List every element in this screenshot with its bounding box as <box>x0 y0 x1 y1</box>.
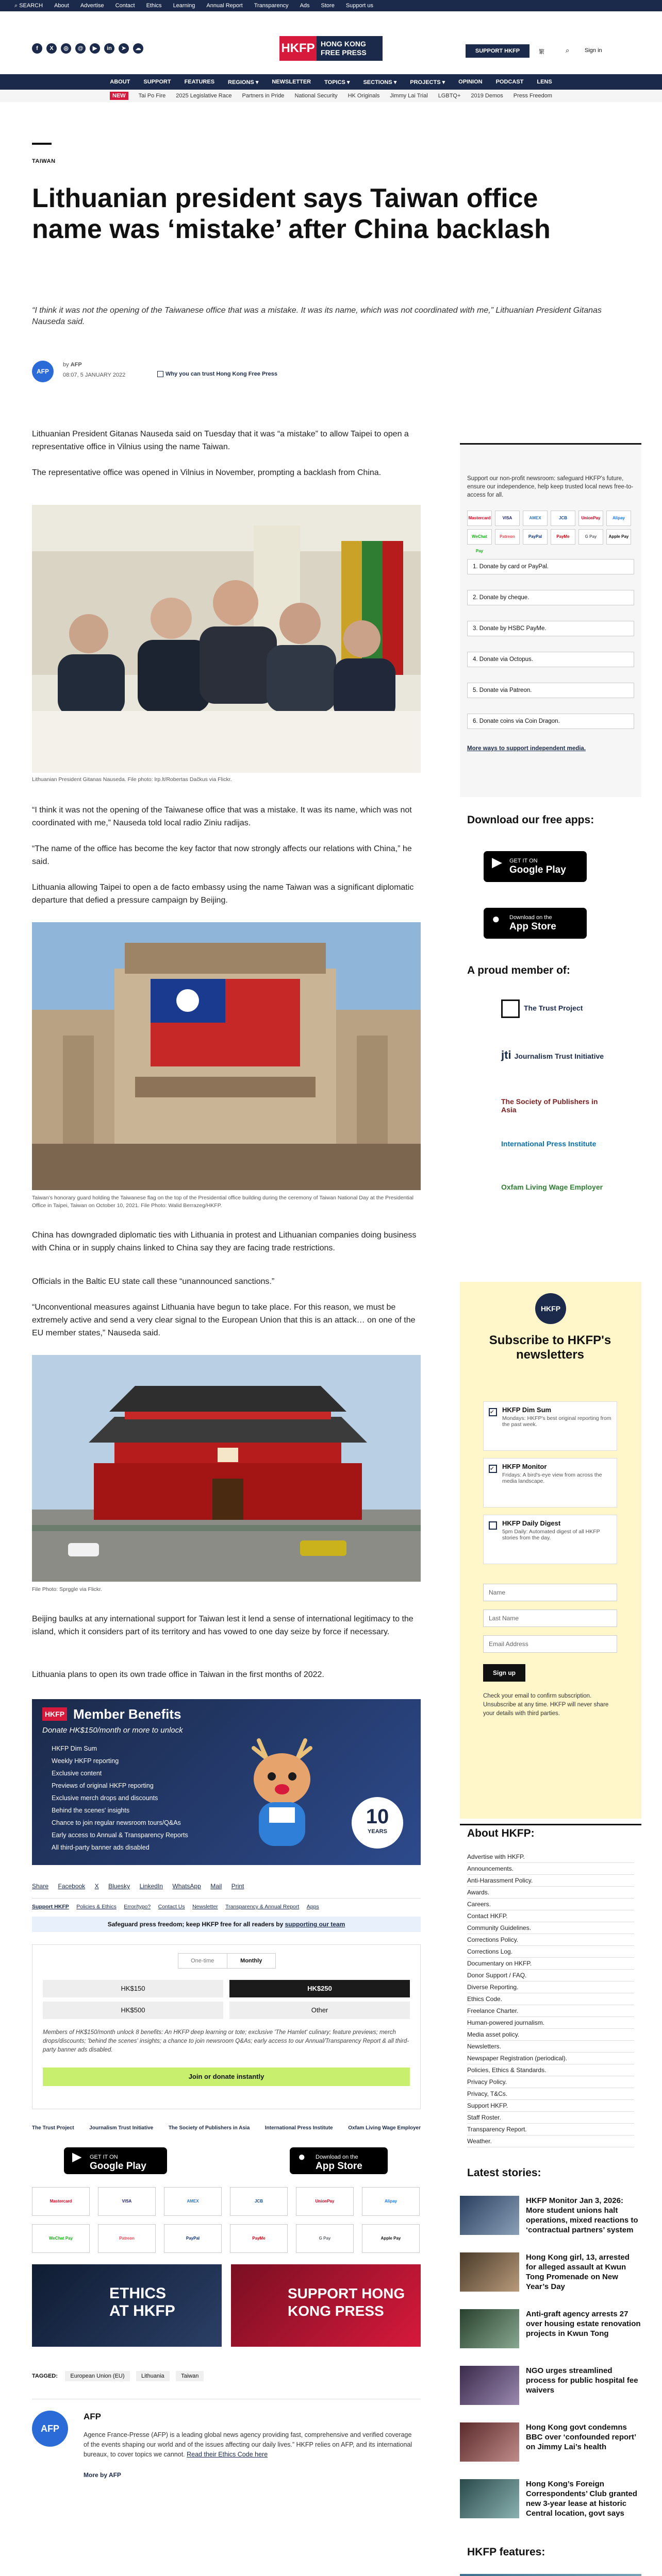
support-promo-line1: SUPPORT HONG <box>288 2285 405 2301</box>
benefit-item: Behind the scenes' insights <box>52 1807 130 1814</box>
share-row <box>32 1882 421 1891</box>
ipi-logo[interactable]: International Press Institute <box>264 2125 333 2131</box>
topbar-link-learning[interactable]: Learning <box>173 3 195 9</box>
trending-link[interactable]: 2019 Demos <box>471 93 503 99</box>
about-link[interactable]: Policies, Ethics & Standards. <box>467 2064 634 2076</box>
telegram-icon[interactable]: ➤ <box>119 43 129 54</box>
payment-card-icon: JCB <box>551 511 575 526</box>
google-play-button[interactable]: ▶ GET IT ON Google Play <box>64 2147 167 2174</box>
trending-topics-bar <box>0 90 662 102</box>
benefit-item: Weekly HKFP reporting <box>52 1757 119 1765</box>
benefit-item: Chance to join regular newsroom tours/Q&As <box>52 1819 181 1826</box>
about-link[interactable]: Donor Support / FAQ. <box>467 1970 634 1981</box>
story-thumbnail <box>460 2422 519 2462</box>
story-thumbnail <box>460 2252 519 2292</box>
byline: by AFP <box>63 362 82 368</box>
about-link[interactable]: Anti-Harassment Policy. <box>467 1875 634 1887</box>
trending-link[interactable]: HK Originals <box>347 93 380 99</box>
nav-projects[interactable]: PROJECTS ▾ <box>410 79 445 86</box>
apple-icon: ● <box>298 2150 306 2164</box>
latest-story[interactable] <box>460 2366 641 2407</box>
footer-link-newsletter[interactable]: Newsletter <box>192 1904 218 1910</box>
payment-card-icon: PayPal <box>523 529 548 545</box>
more-by-author-link[interactable]: More by AFP <box>84 2471 121 2479</box>
about-link[interactable]: Newsletters. <box>467 2041 634 2053</box>
newsletter-option-monitor[interactable]: ✔ HKFP Monitor Fridays: A bird's-eye view from across the media landscape. <box>483 1458 617 1507</box>
about-link[interactable]: Contact HKFP. <box>467 1910 634 1922</box>
article-paragraph: “The name of the office has become the key factor that now strongly affects our relations with China,” he said. <box>32 844 412 866</box>
topbar-link-advertise[interactable]: Advertise <box>80 3 104 9</box>
last-name-input[interactable]: Last Name <box>483 1609 617 1627</box>
trending-link[interactable]: LGBTQ+ <box>438 93 461 99</box>
benefit-item: Exclusive merch drops and discounts <box>52 1794 158 1802</box>
tag-link[interactable]: European Union (EU) <box>65 2371 129 2381</box>
share-facebook[interactable]: Facebook <box>58 1883 86 1890</box>
latest-story[interactable] <box>460 2252 641 2294</box>
feature-thumbnail <box>460 2574 641 2576</box>
payment-card-icon: PayMe <box>551 529 575 545</box>
latest-story[interactable] <box>460 2422 641 2464</box>
youtube-icon[interactable]: ▶ <box>90 43 100 54</box>
about-link[interactable]: Privacy Policy. <box>467 2076 634 2088</box>
footer-link-error[interactable]: Error/typo? <box>124 1904 151 1910</box>
chinese-language-link[interactable]: 繁 <box>539 49 544 55</box>
facebook-icon[interactable]: f <box>32 43 42 54</box>
jti-icon: jti <box>501 1048 511 1061</box>
nav-podcast[interactable]: PODCAST <box>495 79 524 85</box>
story-thumbnail <box>460 2479 519 2518</box>
topbar-link-transparency[interactable]: Transparency <box>254 3 289 9</box>
amount-option-selected[interactable]: HK$250 <box>229 1980 410 1997</box>
instagram-icon[interactable]: ◎ <box>61 43 71 54</box>
article-paragraph: Officials in the Baltic EU state call these “unannounced sanctions.” <box>32 1277 275 1286</box>
banner-benefit-list <box>42 1742 212 1854</box>
google-play-icon: ▶ <box>72 2150 82 2164</box>
article-paragraph: Lithuanian President Gitanas Nauseda said on Tuesday that it was “a mistake” to allow Taipei to open a representative office in Vilnius using the name Taiwan. <box>32 430 409 451</box>
about-link[interactable]: Ethics Code. <box>467 1993 634 2005</box>
newsletter-signup-button[interactable]: Sign up <box>483 1664 525 1682</box>
article-standfirst: “I think it was not the opening of the Taiwanese office that was a mistake. It was its name, which was not coordinated with me,” Lithuanian President Gitanas Nauseda said. <box>32 306 602 326</box>
linkedin-icon[interactable]: in <box>104 43 114 54</box>
apple-icon: ● <box>492 911 500 926</box>
footer-link-transparency[interactable]: Transparency & Annual Report <box>225 1904 300 1910</box>
share-x[interactable]: X <box>94 1883 99 1890</box>
article-paragraph: Lithuania allowing Taipei to open a de facto embassy using the name Taiwan was a significant diplomatic departure that defied a pressure campaign by Beijing. <box>32 883 414 905</box>
newsletter-option-dim-sum[interactable]: ✔ HKFP Dim Sum Mondays: HKFP's best original reporting from the past week. <box>483 1401 617 1451</box>
ethics-code-link[interactable]: Read their Ethics Code here <box>187 2451 268 2458</box>
nav-regions[interactable]: REGIONS ▾ <box>228 79 259 86</box>
about-link[interactable]: Announcements. <box>467 1863 634 1875</box>
tag-link[interactable]: Taiwan <box>176 2371 204 2381</box>
join-donate-button[interactable]: Join or donate instantly <box>43 2067 410 2086</box>
about-link-list <box>460 1851 641 2147</box>
about-link[interactable]: Advertise with HKFP. <box>467 1851 634 1863</box>
donate-option-cheque[interactable]: 2. Donate by cheque. <box>467 590 634 605</box>
article-paragraph: Lithuania plans to open its own trade office in Taiwan in the first months of 2022. <box>32 1670 324 1679</box>
benefit-item: Early access to Annual & Transparency Reports <box>52 1832 188 1839</box>
about-link[interactable]: Corrections Log. <box>467 1946 634 1958</box>
about-link[interactable]: Careers. <box>467 1899 634 1910</box>
reindeer-mascot-icon <box>238 1730 326 1854</box>
trending-link[interactable]: Press Freedom <box>513 93 552 99</box>
support-promo-line2: KONG PRESS <box>288 2303 384 2319</box>
checkbox-unchecked[interactable] <box>489 1521 497 1530</box>
latest-story[interactable] <box>460 2309 641 2350</box>
photo-caption: Taiwan’s honorary guard holding the Taiwanese flag on the top of the Presidential office building during the ceremony of Taiwan National Day at the Presidential Office in Taipei, Taiwan on October 10, 2021. File Photo: Walid Berrazeg/HKFP. <box>32 1195 413 1209</box>
nav-features[interactable]: FEATURES <box>184 79 215 85</box>
newsletter-note: Check your email to confirm subscription. Unsubscribe at any time. HKFP will never share your details with third parties. <box>483 1693 609 1717</box>
ipi-logo[interactable]: International Press Institute <box>501 1140 597 1148</box>
story-title: HKFP Monitor Jan 3, 2026: More student unions halt operations, mixed reactions to ‘contractual partners’ system <box>526 2196 638 2234</box>
trust-project-logo[interactable]: The Trust Project <box>32 2125 74 2131</box>
payment-card-icon: PayMe <box>230 2224 288 2253</box>
share-print[interactable]: Print <box>231 1883 244 1890</box>
benefit-item: All third-party banner ads disabled <box>52 1844 150 1851</box>
payment-card-icon: PayPal <box>164 2224 222 2253</box>
article-photo-nauseda <box>32 505 421 773</box>
share-bluesky[interactable]: Bluesky <box>108 1883 130 1890</box>
sidebar-google-play-button[interactable]: ▶ GET IT ON Google Play <box>484 851 587 882</box>
about-link[interactable]: Corrections Policy. <box>467 1934 634 1946</box>
author-avatar[interactable]: AFP <box>32 361 54 382</box>
trust-link[interactable]: Why you can trust Hong Kong Free Press <box>157 371 277 377</box>
category-rule <box>32 143 52 145</box>
story-thumbnail <box>460 2366 519 2405</box>
trending-link[interactable]: Partners in Pride <box>242 93 285 99</box>
benefit-item: Previews of original HKFP reporting <box>52 1782 154 1789</box>
site-header <box>0 11 662 74</box>
threads-icon[interactable]: @ <box>75 43 86 54</box>
donate-blurb: Support our non-profit newsroom: safeguard HKFP's future, ensure our independence, help keep trusted local news free-to-access for all. <box>467 476 634 498</box>
x-twitter-icon[interactable]: X <box>46 43 57 54</box>
top-utility-bar <box>0 0 662 11</box>
bluesky-icon[interactable]: ☁ <box>133 43 143 54</box>
author-box-name[interactable]: AFP <box>84 2412 101 2421</box>
tagged-label: TAGGED: <box>32 2373 58 2379</box>
donate-option-octopus[interactable]: 4. Donate via Octopus. <box>467 652 634 667</box>
payment-card-icon: AMEX <box>164 2187 222 2216</box>
donate-payment-icons <box>467 511 634 552</box>
about-link[interactable]: Newspaper Registration (periodical). <box>467 2053 634 2064</box>
search-link[interactable]: ⌕ SEARCH <box>14 2 43 9</box>
author-link[interactable]: AFP <box>70 362 82 368</box>
story-title: Hong Kong’s Foreign Correspondents’ Club granted new 3-year lease at historic Central location, govt says <box>526 2480 637 2518</box>
story-title: Hong Kong girl, 13, arrested for alleged assault at Kwun Tong Promenade on New Year’s Day <box>526 2253 630 2291</box>
payment-card-icon: Apple Pay <box>606 529 631 545</box>
story-title: Anti-graft agency arrests 27 over housing estate renovation projects in Kwun Tong <box>526 2310 641 2338</box>
payment-card-icon: WeChat Pay <box>467 529 492 545</box>
support-team-link[interactable]: supporting our team <box>285 1921 345 1928</box>
article-photo-taiwan-flag <box>32 922 421 1190</box>
payment-card-icon: G Pay <box>578 529 603 545</box>
nav-newsletter[interactable]: NEWSLETTER <box>272 79 311 85</box>
article-date: 08:07, 5 JANUARY 2022 <box>63 372 126 378</box>
photo-tiananmen-illustration <box>32 1355 421 1582</box>
latest-stories-heading: Latest stories: <box>467 2167 541 2179</box>
member-benefits-note: Members of HK$150/month unlock 8 benefits: An HKFP deep learning or tote; exclusive 'The Hamlet' culinary; feature previews; merch drops/discounts; 'behind the scenes' insights; a chance to join newsroom Q&As; early access to our Annual/Transparency Report & all third-party banner ads disabled. <box>43 2029 409 2053</box>
nav-about[interactable]: ABOUT <box>110 79 130 85</box>
apps-heading: Download our free apps: <box>467 814 594 826</box>
about-link[interactable]: Human-powered journalism. <box>467 2017 634 2029</box>
payment-card-icon: Mastercard <box>467 511 492 526</box>
oxfam-logo[interactable]: Oxfam Living Wage Employer <box>501 1183 603 1191</box>
article-category[interactable]: TAIWAN <box>32 158 56 164</box>
about-link[interactable]: Awards. <box>467 1887 634 1899</box>
about-hkfp-box <box>460 1824 641 2147</box>
member-benefits-banner[interactable] <box>32 1699 421 1865</box>
email-input[interactable]: Email Address <box>483 1635 617 1653</box>
tab-one-time[interactable]: One-time <box>191 1958 214 1964</box>
amount-option[interactable]: HK$500 <box>43 2002 223 2019</box>
checkbox-checked[interactable]: ✔ <box>489 1465 497 1473</box>
share-linkedin[interactable]: LinkedIn <box>139 1883 163 1890</box>
story-title: NGO urges streamlined process for public hospital fee waivers <box>526 2366 638 2395</box>
support-hkfp-button[interactable]: SUPPORT HKFP <box>466 44 529 58</box>
topbar-link-ads[interactable]: Ads <box>300 3 310 9</box>
payment-card-icon: JCB <box>230 2187 288 2216</box>
ten-years-badge: 10 YEARS <box>352 1797 403 1849</box>
checkbox-checked[interactable]: ✔ <box>489 1408 497 1416</box>
topbar-link-about[interactable]: About <box>54 3 69 9</box>
about-link[interactable]: Media asset policy. <box>467 2029 634 2041</box>
payment-card-icon: VISA <box>98 2187 156 2216</box>
about-link[interactable]: Transparency Report. <box>467 2124 634 2136</box>
story-thumbnail <box>460 2309 519 2348</box>
tab-monthly[interactable]: Monthly <box>227 1954 276 1968</box>
more-ways-link[interactable]: More ways to support independent media. <box>467 745 586 752</box>
payment-card-icon: Mastercard <box>32 2187 90 2216</box>
trending-link[interactable]: National Security <box>294 93 338 99</box>
trending-link[interactable]: 2025 Legislative Race <box>176 93 232 99</box>
nav-sections[interactable]: SECTIONS ▾ <box>363 79 397 86</box>
ethics-promo-line1: ETHICS <box>109 2285 167 2302</box>
benefit-item: HKFP Dim Sum <box>52 1745 97 1752</box>
latest-story[interactable] <box>460 2479 641 2520</box>
header-search-icon[interactable]: ⌕ <box>566 46 570 54</box>
safeguard-strip: Safeguard press freedom; keep HKFP free for all readers by supporting our team <box>32 1917 421 1932</box>
about-link[interactable]: Documentary on HKFP. <box>467 1958 634 1970</box>
article-paragraph: “I think it was not the opening of the Taiwanese office that was a mistake. It was its name, which was not coordinated with me,” Nauseda told local radio Ziniu radijas. <box>32 806 412 827</box>
payment-card-icon: WeChat Pay <box>32 2224 90 2253</box>
donate-option-coin-dragon[interactable]: 6. Donate coins via Coin Dragon. <box>467 714 634 729</box>
donate-box <box>460 443 641 797</box>
author-box-avatar[interactable]: AFP <box>32 2411 68 2447</box>
jti-logo[interactable]: jti Journalism Trust Initiative <box>501 1048 604 1061</box>
about-link[interactable]: Staff Roster. <box>467 2112 634 2124</box>
photo-caption: Lithuanian President Gitanas Nauseda. File photo: lrp.lt/Robertas Dačkus via Flickr. <box>32 776 232 783</box>
sopa-logo[interactable]: The Society of Publishers in Asia <box>501 1097 598 1114</box>
photo-caption: File Photo: Sprggle via Flickr. <box>32 1586 102 1592</box>
topbar-link-contact[interactable]: Contact <box>115 3 135 9</box>
payment-card-icon: VISA <box>495 511 520 526</box>
footer-link-policies[interactable]: Policies & Ethics <box>76 1904 117 1910</box>
search-icon: ⌕ <box>14 2 20 9</box>
payment-card-icon: Patreon <box>98 2224 156 2253</box>
banner-title: Member Benefits <box>73 1706 181 1722</box>
nav-support[interactable]: SUPPORT <box>143 79 171 85</box>
member-heading: A proud member of: <box>467 964 570 976</box>
footer-link-contact[interactable]: Contact Us <box>158 1904 185 1910</box>
support-promo-tile[interactable] <box>231 2264 421 2347</box>
trending-link[interactable]: Jimmy Lai Trial <box>390 93 428 99</box>
newsletter-title: Subscribe to HKFP's newsletters <box>489 1333 611 1362</box>
donate-option-card[interactable]: 1. Donate by card or PayPal. <box>467 559 634 574</box>
amount-option[interactable]: HK$150 <box>43 1980 223 1997</box>
topbar-link-ethics[interactable]: Ethics <box>146 3 162 9</box>
mascot-illustration <box>238 1730 326 1854</box>
nav-topics[interactable]: TOPICS ▾ <box>324 79 350 86</box>
about-link[interactable]: Freelance Charter. <box>467 2005 634 2017</box>
newsletter-logo: HKFP <box>535 1293 566 1324</box>
article-paragraph: The representative office was opened in Vilnius in November, prompting a backlash from China. <box>32 468 382 477</box>
oxfam-logo[interactable]: Oxfam Living Wage Employer <box>348 2125 421 2131</box>
article-paragraph: China has downgraded diplomatic ties with Lithuania in protest and Lithuanian companies doing business with China or in supply chains linked to China say they are facing trade restrictions. <box>32 1231 417 1252</box>
payment-card-icon: Apple Pay <box>362 2224 420 2253</box>
nav-lens[interactable]: LENS <box>537 79 552 85</box>
new-badge: NEW <box>110 92 128 100</box>
about-heading: About HKFP: <box>460 1824 641 1851</box>
payment-card-icon: Alipay <box>362 2187 420 2216</box>
app-store-button[interactable]: ● Download on the App Store <box>290 2147 388 2174</box>
banner-subtitle: Donate HK$150/month or more to unlock <box>42 1726 183 1735</box>
newsletter-option-daily-digest[interactable]: HKFP Daily Digest 5pm Daily: Automated digest of all HKFP stories from the day. <box>483 1515 617 1564</box>
logo-wordmark: HONG KONG FREE PRESS <box>317 36 383 61</box>
features-heading: HKFP features: <box>467 2546 545 2558</box>
sidebar-app-store-button[interactable]: ● Download on the App Store <box>484 908 587 939</box>
about-link[interactable]: Support HKFP. <box>467 2100 634 2112</box>
trust-project-logo[interactable]: The Trust Project <box>501 999 604 1032</box>
about-link[interactable]: Weather. <box>467 2136 634 2147</box>
share-mail[interactable]: Mail <box>210 1883 222 1890</box>
trust-project-icon <box>501 999 520 1018</box>
newsletter-signup-box <box>460 1282 641 1819</box>
story-title: Hong Kong govt condemns BBC over ‘confounded report’ on Jimmy Lai’s health <box>526 2423 636 2451</box>
amount-option-other[interactable]: Other <box>229 2002 410 2019</box>
footer-link-apps[interactable]: Apps <box>306 1904 319 1910</box>
article-headline: Lithuanian president says Taiwan office name was ‘mistake’ after China backlash <box>32 183 551 244</box>
photo-nauseda-illustration <box>32 505 421 773</box>
about-link[interactable]: Privacy, T&Cs. <box>467 2088 634 2100</box>
trending-link[interactable]: Tai Po Fire <box>138 93 166 99</box>
share-whatsapp[interactable]: WhatsApp <box>172 1883 201 1890</box>
author-box-bio: Agence France-Presse (AFP) is a leading global news agency providing fast, comprehensive and verified coverage of the events shaping our world and of the issues affecting our daily lives.” HKFP relies on AFP, and its international bureaux, to cover topics we cannot. Read their Ethics Code here <box>84 2431 412 2458</box>
sopa-logo[interactable]: The Society of Publishers in Asia <box>168 2125 250 2131</box>
share-button[interactable]: Share <box>32 1883 49 1890</box>
photo-taiwan-flag-illustration <box>32 922 421 1190</box>
article-paragraph: “Unconventional measures against Lithuania have begun to take place. For this reason, we must be extremely active and send a very clear signal to the European Union that this is an attack… on one of the EU member states,” Nauseda said. <box>32 1303 416 1337</box>
payment-card-icon: UnionPay <box>296 2187 354 2216</box>
payment-card-icon: G Pay <box>296 2224 354 2253</box>
logo-mark: HKFP <box>279 36 317 61</box>
site-logo[interactable] <box>279 36 383 61</box>
donate-widget <box>32 1944 421 2109</box>
payment-card-icon: AMEX <box>523 511 548 526</box>
shield-icon <box>157 371 163 377</box>
footer-link-support[interactable]: Support HKFP <box>32 1904 69 1910</box>
payment-methods-grid <box>32 2187 421 2254</box>
ethics-promo-line2: AT HKFP <box>109 2302 175 2319</box>
google-play-icon: ▶ <box>492 854 502 870</box>
author-box <box>32 2399 421 2502</box>
frequency-toggle <box>178 1953 276 1969</box>
partner-logo-row <box>32 2117 421 2138</box>
feature-card[interactable] <box>460 2574 641 2576</box>
donate-option-patreon[interactable]: 5. Donate via Patreon. <box>467 683 634 698</box>
topbar-link-store[interactable]: Store <box>321 3 335 9</box>
about-link[interactable]: Community Guidelines. <box>467 1922 634 1934</box>
ethics-promo-tile[interactable] <box>32 2264 222 2347</box>
payment-card-icon: UnionPay <box>578 511 603 526</box>
sign-in-link[interactable]: Sign in <box>585 47 602 54</box>
article-paragraph: Beijing baulks at any international support for Taiwan lest it lend a sense of international legitimacy to the island, which it considers part of its territory and has vowed to one day seize by force if necessary. <box>32 1615 413 1636</box>
main-navigation <box>0 74 662 90</box>
payment-card-icon: Alipay <box>606 511 631 526</box>
about-link[interactable]: Diverse Reporting. <box>467 1981 634 1993</box>
tag-link[interactable]: Lithuania <box>136 2371 170 2381</box>
tag-list <box>32 2371 421 2381</box>
jti-logo[interactable]: Journalism Trust Initiative <box>89 2125 154 2131</box>
article-photo-tiananmen <box>32 1355 421 1582</box>
story-thumbnail <box>460 2196 519 2235</box>
footer-link-row <box>32 1898 421 1911</box>
latest-story[interactable] <box>460 2196 641 2237</box>
nav-opinion[interactable]: OPINION <box>458 79 483 85</box>
donate-option-payme[interactable]: 3. Donate by HSBC PayMe. <box>467 621 634 636</box>
topbar-link-support[interactable]: Support us <box>345 3 374 9</box>
benefit-item: Exclusive content <box>52 1770 102 1777</box>
topbar-link-annual-report[interactable]: Annual Report <box>206 3 243 9</box>
first-name-input[interactable]: Name <box>483 1584 617 1601</box>
banner-logo: HKFP <box>42 1707 67 1721</box>
payment-card-icon: Patreon <box>495 529 520 545</box>
